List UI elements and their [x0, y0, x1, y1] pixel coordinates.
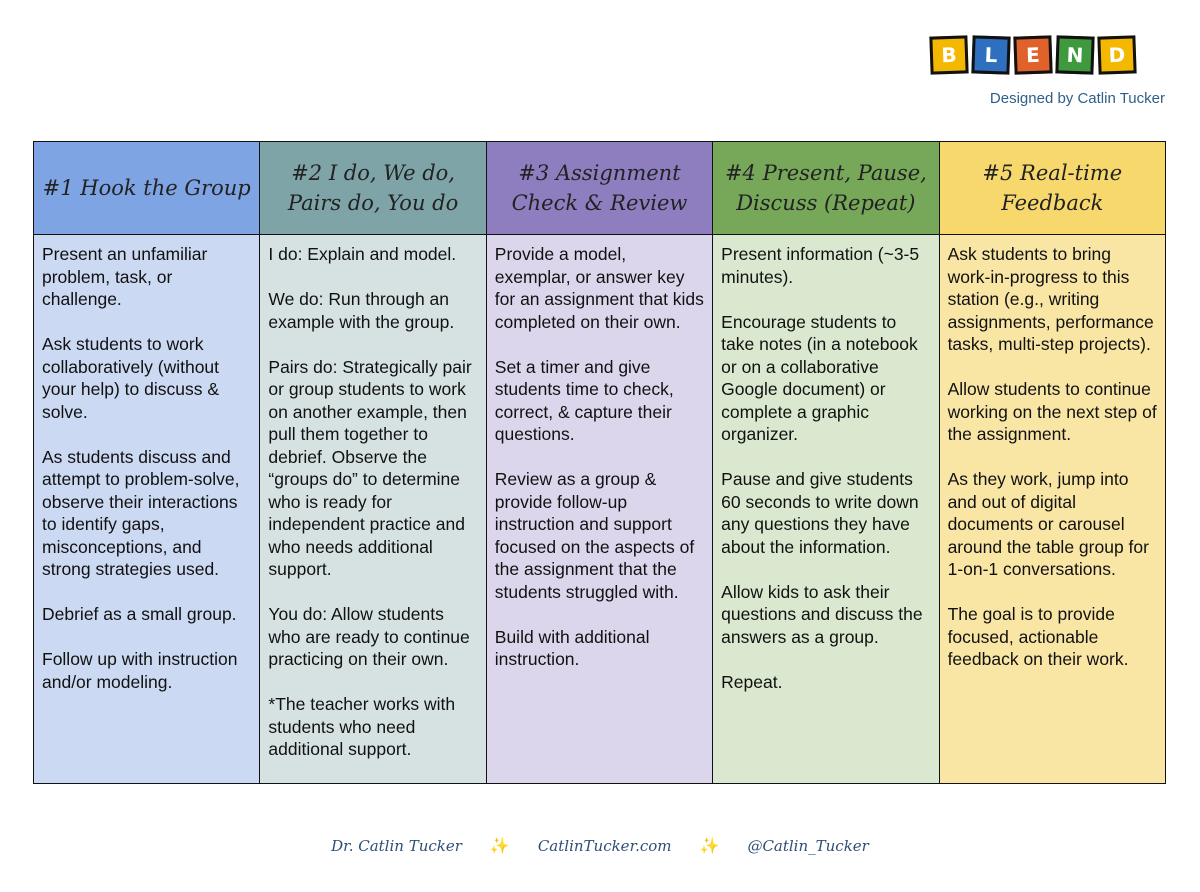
column-header-5: #5 Real-time Feedback	[939, 142, 1165, 235]
column-header-1: #1 Hook the Group	[34, 142, 260, 235]
logo-letter-d: D	[1097, 35, 1136, 74]
paragraph: As they work, jump into and out of digital documents or carousel around the table group for 1-on-1 conversations.	[947, 469, 1149, 579]
logo-letter-b: B	[929, 35, 968, 74]
station-rotation-table	[33, 141, 1166, 784]
sparkle-icon: ✨	[489, 836, 510, 855]
column-body-4	[713, 235, 939, 784]
paragraph: Ask students to bring work-in-progress to this station (e.g., writing assignments, performance tasks, multi-step projects).	[947, 244, 1154, 354]
column-header-3: #3 Assignment Check & Review	[486, 142, 712, 235]
sparkle-icon: ✨	[699, 836, 720, 855]
paragraph: I do: Explain and model.	[268, 244, 457, 264]
paragraph: Allow students to continue working on the next step of the assignment.	[947, 379, 1157, 444]
paragraph: Present an unfamiliar problem, task, or challenge.	[42, 244, 208, 309]
header-row	[34, 142, 1166, 235]
paragraph: Allow kids to ask their questions and discuss the answers as a group.	[721, 581, 923, 647]
column-body-3	[486, 235, 712, 784]
logo-letter-l: L	[971, 35, 1010, 74]
column-body-1	[34, 235, 260, 784]
paragraph: You do: Allow students who are ready to continue practicing on their own.	[268, 604, 470, 669]
column-header-2: #2 I do, We do, Pairs do, You do	[260, 142, 486, 235]
designed-by-credit: Designed by Catlin Tucker	[989, 90, 1165, 107]
body-row	[34, 235, 1166, 784]
paragraph: Pause and give students 60 seconds to write down any questions they have about the information.	[721, 469, 919, 557]
footer-author-name: Dr. Catlin Tucker	[331, 836, 462, 855]
column-body-5	[939, 235, 1165, 784]
paragraph: We do: Run through an example with the group.	[268, 289, 455, 332]
paragraph: *The teacher works with students who need additional support.	[268, 694, 456, 759]
blend-logo	[930, 36, 1136, 74]
paragraph: Ask students to work collaboratively (without your help) to discuss & solve.	[42, 334, 220, 422]
paragraph: Encourage students to take notes (in a notebook or on a collaborative Google document) or complete a graphic organizer.	[721, 311, 918, 444]
paragraph: Repeat.	[721, 671, 783, 692]
footer-social-handle[interactable]: @Catlin_Tucker	[747, 836, 869, 855]
paragraph: Debrief as a small group.	[42, 604, 237, 624]
footer-website-link[interactable]: CatlinTucker.com	[537, 836, 672, 855]
column-header-4: #4 Present, Pause, Discuss (Repeat)	[713, 142, 939, 235]
paragraph: Set a timer and give students time to check, correct, & capture their questions.	[494, 356, 674, 444]
logo-letter-e: E	[1013, 35, 1052, 74]
paragraph: Follow up with instruction and/or modeling.	[42, 649, 238, 692]
column-body-2	[260, 235, 486, 784]
paragraph: The goal is to provide focused, actionable feedback on their work.	[947, 604, 1129, 669]
paragraph: As students discuss and attempt to problem-solve, observe their interactions to identify gaps, misconceptions, and strong strategies used.	[42, 446, 240, 579]
paragraph: Present information (~3-5 minutes).	[721, 244, 920, 287]
paragraph: Provide a model, exemplar, or answer key for an assignment that kids completed on their own.	[494, 244, 704, 332]
paragraph: Pairs do: Strategically pair or group students to work on another example, then pull them together to debrief. Observe the “groups do” to determine who is ready for independent practice and who needs additional support.	[268, 356, 472, 579]
paragraph: Review as a group & provide follow-up instruction and support focused on the aspects of the assignment that the students struggled with.	[494, 469, 695, 602]
logo-letter-n: N	[1055, 35, 1094, 74]
paragraph: Build with additional instruction.	[494, 626, 650, 669]
footer	[0, 836, 1200, 855]
